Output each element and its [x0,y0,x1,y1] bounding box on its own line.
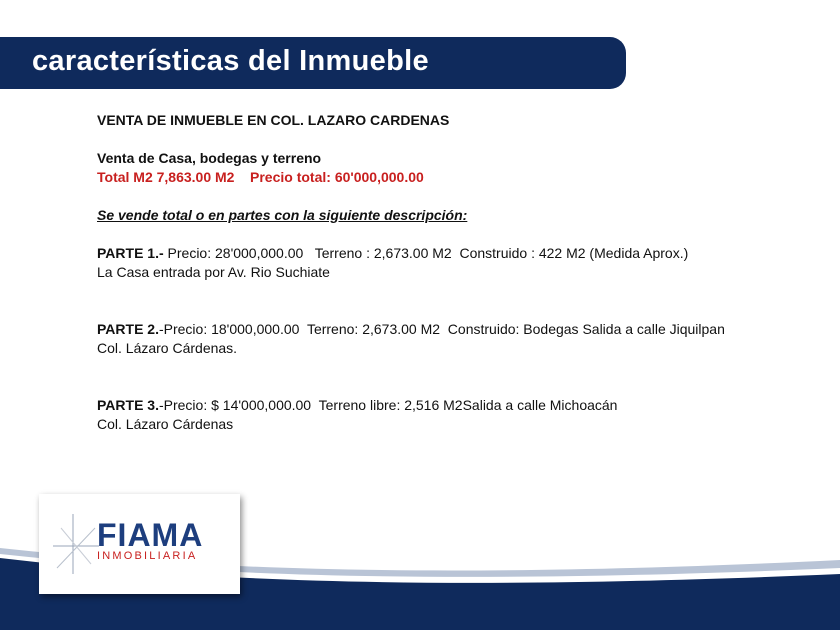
part-2-label: PARTE 2. [97,321,159,337]
property-description [97,111,797,434]
part-3-detail: -Precio: $ 14'000,000.00 Terreno libre: 2,516 M2Salida a calle Michoacán [158,397,618,413]
listing-heading: VENTA DE INMUEBLE EN COL. LAZARO CARDENAS [97,112,450,128]
logo-mark-icon [51,508,101,578]
part-1-location: La Casa entrada por Av. Rio Suchiate [97,264,330,280]
part-2-location: Col. Lázaro Cárdenas. [97,340,238,356]
part-1-label: PARTE 1.- [97,245,164,261]
page-title: características del Inmueble [32,45,429,77]
part-2 [97,320,797,358]
company-logo [39,494,240,594]
listing-intro: Se vende total o en partes con la siguiente descripción: [97,207,468,223]
part-3-label: PARTE 3. [97,397,159,413]
part-1 [97,244,797,282]
part-1-detail: Precio: 28'000,000.00 Terreno : 2,673.00 M2 Construido : 422 M2 (Medida Aprox.) [163,245,689,261]
part-3 [97,396,797,434]
title-banner [0,37,626,89]
part-3-location: Col. Lázaro Cárdenas [97,416,234,432]
logo-name: FIAMA [97,517,204,553]
listing-totals: Total M2 7,863.00 M2 Precio total: 60'000,000.00 [97,169,424,185]
logo-subtitle: INMOBILIARIA [97,550,198,562]
part-2-detail: -Precio: 18'000,000.00 Terreno: 2,673.00 M2 Construido: Bodegas Salida a calle Jiquilpan [158,321,725,337]
listing-subheading: Venta de Casa, bodegas y terreno [97,150,322,166]
